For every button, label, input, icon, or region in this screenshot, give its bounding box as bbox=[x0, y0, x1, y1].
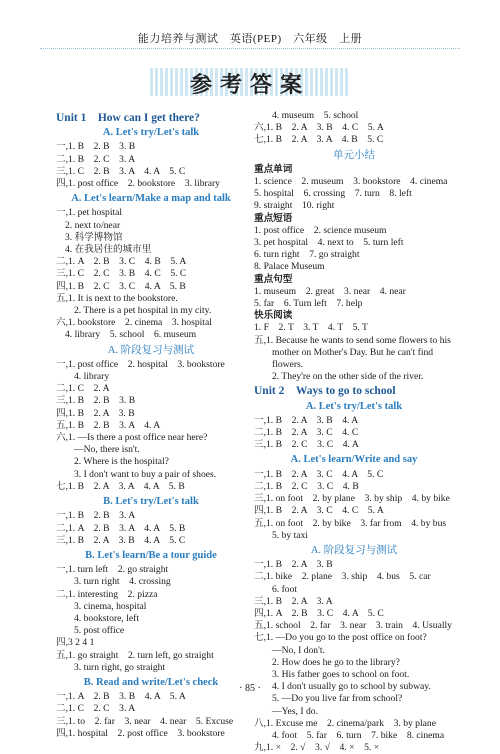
answer-line: 4. 在我居住的城市里 bbox=[65, 244, 152, 256]
answer-line: 五,1. It is next to the bookstore. bbox=[56, 292, 178, 304]
answer-line: 二,1. C 2. C 3. A bbox=[56, 703, 136, 715]
answer-line: 三,1. B 2. B 3. B bbox=[56, 395, 136, 407]
answer-line: 二,1. interesting 2. pizza bbox=[56, 588, 158, 600]
answer-line: 一,1. B 2. A 3. B 4. A bbox=[254, 414, 359, 426]
answer-line: 3. I don't want to buy a pair of shoes. bbox=[74, 468, 217, 480]
answer-line: 三,1. B 2. A 3. A bbox=[254, 595, 333, 607]
answer-line: 二,1. B 2. A 3. C 4. C bbox=[254, 427, 359, 439]
answer-line: 三,1. C 2. B 3. A 4. A 5. C bbox=[56, 165, 186, 177]
answer-line: —No, there isn't. bbox=[74, 444, 140, 456]
answer-line: 5. —Do you live far from school? bbox=[272, 693, 403, 705]
section-heading: B. Let's learn/Be a tour guide bbox=[85, 549, 217, 561]
answer-line: —No, I don't. bbox=[272, 644, 325, 656]
section-heading: 单元小结 bbox=[333, 149, 375, 161]
answer-line: 四,1. hospital 2. post office 3. bookstore bbox=[56, 727, 225, 739]
answer-line: 2. There is a pet hospital in my city. bbox=[74, 305, 212, 317]
answer-line: 五,1. go straight 2. turn left, go straight bbox=[56, 649, 214, 661]
answer-line: 4. library 5. school 6. museum bbox=[65, 329, 197, 341]
answer-line: 6. turn right 7. go straight bbox=[254, 249, 360, 261]
section-heading: A. Let's learn/Make a map and talk bbox=[71, 193, 231, 205]
answer-line: 四,1. post office 2. bookstore 3. library bbox=[56, 178, 220, 190]
answer-line: 三,1. B 2. A 3. B 4. A 5. C bbox=[56, 534, 186, 546]
answer-line: 5. far 6. Turn left 7. help bbox=[254, 298, 363, 310]
answer-line: 二,1. bike 2. plane 3. ship 4. bus 5. car bbox=[254, 571, 431, 583]
subsection-label: 快乐阅读 bbox=[254, 310, 293, 322]
answer-line: 七,1. B 2. A 3. A 4. A 5. B bbox=[56, 480, 185, 492]
left-column bbox=[56, 110, 246, 740]
answer-line: 4. library bbox=[74, 371, 110, 383]
answer-line: 3. cinema, hospital bbox=[74, 600, 147, 612]
answer-line: 四,3 2 4 1 bbox=[56, 637, 95, 649]
answer-line: 五,1. school 2. far 3. near 3. train 4. Usually bbox=[254, 620, 452, 632]
answer-line: 一,1. A 2. B 3. B 4. A 5. A bbox=[56, 691, 186, 703]
answer-line: 二,1. A 2. B 3. C 4. B 5. A bbox=[56, 256, 187, 268]
answer-line: 2. How does he go to the library? bbox=[272, 656, 400, 668]
answer-line: 二,1. B 2. C 3. A bbox=[56, 153, 136, 165]
answer-line: 4. bookstore, left bbox=[74, 612, 140, 624]
answer-line: 七,1. B 2. A 3. A 4. B 5. C bbox=[254, 134, 384, 146]
answer-line: 五,1. B 2. B 3. A 4. A bbox=[56, 419, 161, 431]
answer-line: 5. post office bbox=[74, 625, 125, 637]
answer-line: —Yes, I do. bbox=[272, 705, 318, 717]
answer-line: 六,1. bookstore 2. cinema 3. hospital bbox=[56, 317, 212, 329]
section-heading: A. Let's learn/Write and say bbox=[290, 454, 418, 466]
answer-line: flowers. bbox=[272, 359, 304, 371]
answer-line: 3. His father goes to school on foot. bbox=[272, 668, 410, 680]
section-heading: A. 阶段复习与测试 bbox=[107, 344, 195, 356]
answer-line: 8. Palace Museum bbox=[254, 261, 325, 273]
watermark-logo bbox=[424, 685, 492, 709]
answer-line: 四,1. B 2. A 3. B bbox=[56, 407, 135, 419]
running-header: 能力培养与测试 英语(PEP) 六年级 上册 bbox=[40, 30, 460, 49]
answer-line: 2. Where is the hospital? bbox=[74, 456, 169, 468]
answer-line: 3. turn right, go straight bbox=[74, 661, 166, 673]
answer-line: 一,1. B 2. B 3. A bbox=[56, 510, 136, 522]
answer-line: 4. museum 5. school bbox=[272, 110, 359, 121]
page-number: · 85 · bbox=[239, 683, 261, 694]
answer-line: 六,1. —Is there a post office near here? bbox=[56, 432, 208, 444]
section-heading: A. Let's try/Let's talk bbox=[305, 400, 403, 412]
answer-line: 1. museum 2. great 3. near 4. near bbox=[254, 285, 406, 297]
answer-line: 一,1. B 2. A 3. C 4. A 5. C bbox=[254, 468, 384, 480]
section-heading: B. Read and write/Let's check bbox=[83, 676, 219, 688]
answer-line: 一,1. B 2. B 3. B bbox=[56, 141, 136, 153]
answer-line: 6. foot bbox=[272, 583, 298, 595]
answer-line: 二,1. B 2. C 3. C 4. B bbox=[254, 480, 359, 492]
answer-line: 1. F 2. T 3. T 4. T 5. T bbox=[254, 322, 368, 334]
section-heading: A. 阶段复习与测试 bbox=[310, 544, 398, 556]
answer-line: 2. next to/near bbox=[65, 219, 121, 231]
answer-line: 3. turn right 4. crossing bbox=[74, 576, 171, 588]
answer-line: 七,1. —Do you go to the post office on foot? bbox=[254, 632, 427, 644]
unit-heading: Unit 2 Ways to go to school bbox=[254, 385, 396, 398]
answer-line: 3. pet hospital 4. next to 5. turn left bbox=[254, 237, 404, 249]
answer-line: 一,1. pet hospital bbox=[56, 207, 123, 219]
answer-line: 二,1. C 2. A bbox=[56, 383, 110, 395]
answer-line: 1. post office 2. science museum bbox=[254, 224, 387, 236]
answer-line: 1. science 2. museum 3. bookstore 4. cinema bbox=[254, 176, 448, 188]
unit-heading: Unit 1 How can I get there? bbox=[56, 112, 200, 124]
answer-line: 5. hospital 6. crossing 7. turn 8. left bbox=[254, 188, 412, 200]
answer-line: 八,1. Excuse me 2. cinema/park 3. by plane bbox=[254, 717, 436, 729]
subsection-label: 重点句型 bbox=[254, 273, 293, 285]
answer-line: 9. straight 10. right bbox=[254, 200, 335, 212]
answer-line: 四,1. B 2. C 3. C 4. A 5. B bbox=[56, 280, 186, 292]
answer-line: 四,1. A 2. B 3. C 4. A 5. C bbox=[254, 607, 384, 619]
answer-line: 2. They're on the other side of the river. bbox=[272, 371, 424, 383]
answer-line: 一,1. turn left 2. go straight bbox=[56, 564, 169, 576]
answer-line: 一,1. post office 2. hospital 3. bookstore bbox=[56, 358, 225, 370]
answer-line: 三,1. on foot 2. by plane 3. by ship 4. by bike bbox=[254, 493, 450, 505]
answer-line: 五,1. on foot 2. by bike 3. far from 4. by bus bbox=[254, 517, 447, 529]
subsection-label: 重点短语 bbox=[254, 212, 293, 224]
title-banner bbox=[150, 62, 350, 102]
answer-line: 五,1. Because he wants to send some flowers to his bbox=[254, 334, 451, 346]
answer-line: 3. 科学博物馆 bbox=[65, 231, 123, 243]
page-title: 参考答案 bbox=[189, 73, 310, 98]
answer-line: 二,1. A 2. B 3. A 4. A 5. B bbox=[56, 522, 186, 534]
answer-line: 九,1. × 2. √ 3. √ 4. × 5. × bbox=[254, 742, 380, 754]
answer-line: mother on Mother's Day. But he can't find bbox=[272, 346, 434, 358]
answer-line: 六,1. B 2. A 3. B 4. C 5. A bbox=[254, 122, 384, 134]
subsection-label: 重点单词 bbox=[254, 163, 293, 175]
answer-line: 三,1. C 2. C 3. B 4. C 5. C bbox=[56, 268, 187, 280]
answer-line: 三,1. B 2. C 3. C 4. A bbox=[254, 439, 359, 451]
answer-line: 5. by taxi bbox=[272, 529, 308, 541]
answer-line: 一,1. B 2. A 3. B bbox=[254, 559, 333, 571]
answer-line: 4. I don't usually go to school by subway. bbox=[272, 681, 431, 693]
answer-line: 四,1. B 2. A 3. C 4. C 5. A bbox=[254, 505, 384, 517]
right-column bbox=[254, 110, 454, 754]
answer-line: 4. foot 5. far 6. turn 7. bike 8. cinema bbox=[272, 729, 445, 741]
answer-line: 三,1. to 2. far 3. near 4. near 5. Excuse bbox=[56, 715, 234, 727]
section-heading: A. Let's try/Let's talk bbox=[102, 127, 200, 139]
section-heading: B. Let's try/Let's talk bbox=[103, 496, 199, 508]
